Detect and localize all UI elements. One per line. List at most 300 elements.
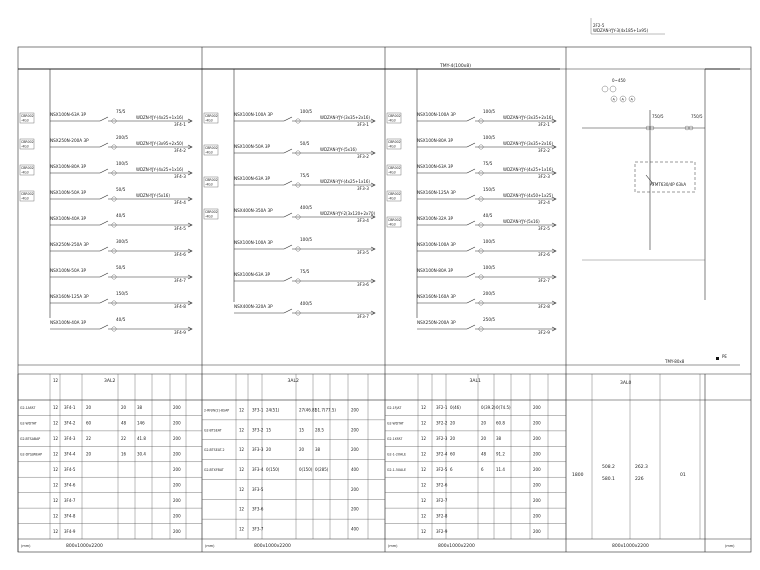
device-tag: -4G3 [388,222,396,227]
branch-circuit [387,135,556,153]
table-cell: 0(150) [266,467,280,472]
circuit-id: 3F3-2 [357,154,369,159]
table-cell: 200 [533,467,541,472]
table-cell: G2-1-5XALE [387,468,407,472]
table-cell: 3F2-2 [436,420,448,426]
branch-circuit [204,141,375,159]
pe-busbar-label: TMY-80x8 [665,359,685,364]
device-tag: CBR002 [388,166,401,170]
table-cell: 30.4 [137,451,146,457]
circuit-id: 3F4-4 [174,200,186,205]
table-cell: 3F3-4 [252,467,264,472]
table-cell: 48 [121,420,127,426]
table-cell: 22 [121,436,127,442]
table-cell: 38 [496,436,502,442]
table-cell: 28.5 [315,427,324,433]
circuit-id: 3F3-5 [357,250,369,255]
pe-mark: PE [722,354,727,359]
breaker-label: NSX100N-50A 3P [234,144,271,149]
breaker-label: NSX160N-160A 3P [417,294,456,299]
breaker-label: NSX250N-250A 3P [50,242,89,247]
table-cell: 12 [239,407,245,413]
table-cell: 3F3-2 [252,427,264,433]
breaker-label: NSX100N-63A 3P [50,112,87,117]
ct-right-label: 750/5 [691,114,703,119]
circuit-table [18,374,751,552]
circuit-id: 3F2-7 [538,278,550,283]
table-cell: 400 [351,467,359,472]
table-cell: 200 [173,528,181,534]
table-cell: 41.8 [137,436,146,442]
branch-circuit [20,109,192,127]
table-cell: 20 [450,436,456,442]
table-cell: 60 [450,451,456,457]
device-tag: -4G3 [388,144,396,149]
table-cell: 15 [299,427,305,433]
table-cell: 3F2-3 [436,436,448,442]
ct-ratio-label: 50/5 [116,187,126,192]
table-cell: 16 [121,451,127,457]
header-title-line3: WDZAN-YJY-3(4x185+1x95) [593,28,649,33]
branch-circuit [50,213,192,231]
table-cell: 20 [481,420,487,426]
ct-ratio-label: 50/5 [116,265,126,270]
cable-label: WDZAN-YJY-(3x35+2x16) [503,115,553,120]
table-cell: 60.8 [496,420,505,426]
table-cell: 12 [53,528,59,534]
table-cell: 12 [53,513,59,519]
breaker-label: NSX160N-125A 3P [417,190,456,195]
device-tag: -4G3 [21,118,29,123]
device-tag: CBR002 [205,178,218,182]
table-cell: 200 [351,486,359,492]
ct-ratio-label: 150/5 [116,291,129,296]
table-cell: 3F4-1 [64,405,76,411]
branch-circuit [387,109,556,127]
cable-label: WDZAN-YJY-(4x50+1x25) [503,193,553,198]
device-tag: CBR002 [388,140,401,144]
ct-ratio-label: 40/5 [116,213,126,218]
breaker-control-box [635,162,695,192]
table-cell: 0(39.2) [481,405,496,411]
panel-size: 800x1000x2200 [612,544,649,549]
ct-ratio-label: 75/5 [483,161,493,166]
table-cell: 91.2 [496,451,505,457]
table-cell: G2-BTSEAT-2 [204,448,225,453]
table-cell: 38 [137,405,143,411]
size-label: (mm) [725,544,735,548]
table-cell: G2-WDTAT [387,421,404,426]
table-cell: 200 [173,420,181,426]
breaker-label: NSX250N-200A 3P [50,138,89,143]
device-tag: CBR002 [21,140,34,144]
device-tag: CBR002 [205,210,218,214]
device-tag: CBR002 [388,218,401,222]
header-title-line2: 2F2-5 [593,23,605,28]
table-cell: 12 [421,482,427,488]
table-cell: 27(46.8) [299,407,317,413]
table-cell: 12 [53,497,59,503]
panel-count: 12 [53,378,59,383]
ct-ratio-label: 75/5 [300,269,310,274]
table-cell: 12 [421,420,427,426]
table-cell: 0(150) [299,467,313,472]
device-tag: CBR002 [205,114,218,118]
branch-circuit [417,239,556,257]
circuit-id: 3F2-6 [538,252,550,257]
table-cell: 12 [53,451,59,457]
table-cell: 0(285) [315,467,329,472]
table-cell: 3F3-5 [252,486,264,492]
incoming-value: 01 [680,473,686,478]
table-cell: 3F2-9 [436,528,448,534]
table-cell: 12 [53,436,59,442]
circuit-id: 3F4-2 [174,148,186,153]
ct-ratio-label: 400/5 [300,301,313,306]
ct-ratio-label: 100/5 [483,135,496,140]
breaker-label: NSX100N-100A 3P [417,112,456,117]
table-cell: G2-1AFAT [20,406,36,411]
circuit-id: 3F2-8 [538,304,550,309]
device-tag: CBR002 [388,114,401,118]
cable-label: WDZAN-YJY-(4x25+1x16) [320,179,370,184]
table-cell: 400 [351,526,359,532]
ct-ratio-label: 50/5 [300,141,310,146]
device-tag: -4G3 [21,196,29,201]
ct-ratio-label: 400/5 [300,205,313,210]
table-cell: 3F4-6 [64,482,76,488]
table-cell: G2-DYSJWEAP [20,452,43,457]
circuit-id: 3F4-5 [174,226,186,231]
breaker-label: NSX400N-320A 3P [234,304,273,309]
table-cell: 200 [533,497,541,503]
device-tag: CBR002 [21,192,34,196]
breaker-label: NSX100N-100A 3P [234,112,273,117]
circuit-id: 3F4-3 [174,174,186,179]
meter-range: 0~450 [612,78,626,83]
table-cell: 12 [421,467,427,472]
ct-ratio-label: 100/5 [483,109,496,114]
device-tag: -4G3 [205,118,213,123]
table-cell: 20 [299,447,305,453]
cable-label: WDZN-YJY-(3x95+2x50) [136,141,184,146]
device-tag: -4G3 [21,144,29,149]
table-cell: 200 [351,506,359,512]
table-cell: 48 [481,451,487,457]
table-cell: 6 [481,467,484,472]
breaker-label: NSX100N-80A 3P [417,268,454,273]
breaker-label: NSX100N-100A 3P [417,242,456,247]
table-cell: G2-BTSEAT [204,428,222,433]
ct-ratio-label: 40/5 [116,317,126,322]
table-cell: 3F4-2 [64,420,76,426]
table-cell: 12 [239,506,245,512]
table-cell: 146 [137,420,145,426]
device-tag: -4G3 [388,170,396,175]
table-cell: 12 [53,420,59,426]
table-cell: 3F2-8 [436,513,448,519]
table-cell: 12 [239,447,245,453]
breaker-label: NSX160N-125A 3P [50,294,89,299]
table-cell: 3F4-5 [64,467,76,472]
circuit-id: 3F4-7 [174,278,186,283]
table-cell: 200 [351,447,359,453]
branch-circuit [204,205,376,223]
pe-terminal-icon [716,357,719,360]
circuit-id: 3F4-6 [174,252,186,257]
table-cell: 12 [239,526,245,532]
table-cell: 12 [421,513,427,519]
branch-circuit [387,161,556,179]
branch-circuit [50,317,192,335]
meter-symbol: A [612,97,615,102]
table-cell: 0(46) [450,405,461,411]
meter-symbol: A [630,97,633,102]
table-cell: 3F4-4 [64,451,76,457]
table-cell: 200 [533,528,541,534]
table-cell: 3F3-6 [252,506,264,512]
branch-circuit [20,161,192,179]
device-tag: -4G3 [388,196,396,201]
circuit-id: 3F2-4 [538,200,550,205]
table-cell: 200 [533,405,541,411]
ct-left-label: 750/5 [652,114,664,119]
circuit-id: 3F3-4 [357,218,369,223]
table-cell: G2-1-2XALE [387,452,407,457]
circuit-id: 3F2-9 [538,330,550,335]
circuit-id: 3F3-7 [357,314,369,319]
panel-size: 800x1000x2200 [66,544,103,549]
table-cell: 200 [533,482,541,488]
table-cell: 12 [53,482,59,488]
breaker-label: NSX100N-50A 3P [50,268,87,273]
table-cell: 20 [121,405,127,411]
table-cell: 15 [266,427,272,433]
ct-ratio-label: 200/5 [116,135,129,140]
panel-size: 800x1000x2200 [254,544,291,549]
incoming-value: 508.2 [602,465,615,470]
circuit-id: 3F4-9 [174,330,186,335]
device-tag: CBR002 [21,166,34,170]
table-cell: 200 [173,451,181,457]
ct-ratio-label: 100/5 [300,109,313,114]
table-cell: 200 [351,427,359,433]
circuit-id: 3F2-2 [538,148,550,153]
table-cell: 51.7(77.5) [315,407,336,413]
table-cell: 12 [239,486,245,492]
size-label: (mm) [205,544,215,548]
cable-label: WDZAN-YJY-2(3x120+2x70) [320,211,376,216]
circuit-id: 3F2-3 [538,174,550,179]
table-cell: 0(74.5) [496,405,511,411]
ct-ratio-label: 75/5 [300,173,310,178]
table-cell: 12 [239,427,245,433]
panel-name: 3AL2 [104,379,116,384]
branch-circuit [20,135,192,153]
ct-ratio-label: 300/5 [116,239,129,244]
table-cell: 200 [533,436,541,442]
table-cell: 200 [173,482,181,488]
incoming-value: 580.1 [602,477,615,482]
breaker-label: NSX100N-63A 3P [234,272,271,277]
panel-size: 800x1000x2200 [438,544,475,549]
table-cell: 200 [173,497,181,503]
table-cell: 20 [86,405,92,411]
incoming-value: 226 [635,477,644,482]
panel-name: 3AL2 [287,379,299,384]
table-cell: 3F3-1 [252,407,264,413]
table-cell: 3F4-9 [64,528,76,534]
breaker-label: NSX400N-350A 3P [234,208,273,213]
table-cell: 3F4-7 [64,497,76,503]
breaker-label: NSX250N-200A 3P [417,320,456,325]
ct-ratio-label: 40/5 [483,213,493,218]
breaker-label: NSX100N-63A 3P [417,164,454,169]
branch-circuit [234,237,375,255]
incoming-value: 262.3 [635,465,648,470]
table-cell: 200 [533,420,541,426]
device-tag: -4G3 [205,182,213,187]
breaker-label: NSX100N-40A 3P [50,320,87,325]
breaker-label: NSX100N-63A 3P [234,176,271,181]
incoming-value: 1800 [572,473,584,478]
table-cell: 3F3-7 [252,526,264,532]
ct-ratio-label: 100/5 [483,265,496,270]
table-cell: 200 [173,513,181,519]
ct-ratio-label: 100/5 [300,237,313,242]
breaker-label: NSX100N-80A 3P [50,164,87,169]
table-cell: G2-1FJAT [387,406,402,411]
branch-circuit [234,301,375,319]
table-cell: 12 [421,436,427,442]
table-cell: 24(51) [266,407,280,413]
table-cell: 200 [173,436,181,442]
ct-ratio-label: 250/5 [483,317,496,322]
table-cell: G2-WDTAT [20,421,37,426]
table-cell: 20 [86,451,92,457]
branch-circuit [417,291,556,309]
table-cell: 3F3-3 [252,447,264,453]
table-cell: 20 [481,436,487,442]
device-tag: CBR002 [205,146,218,150]
ct-ratio-label: 75/5 [116,109,126,114]
table-cell: 12 [421,405,427,411]
ct-ratio-label: 100/5 [483,239,496,244]
branch-circuit [204,173,375,191]
breaker-label: NSX100N-80A 3P [417,138,454,143]
branch-circuit [417,317,556,335]
branch-circuit [204,109,375,127]
cable-label: WDZAN-YJY-(3x35+2x16) [503,141,553,146]
cable-label: WDZN-YJY-(4x25+1x16) [136,167,184,172]
table-cell: 3F2-6 [436,482,448,488]
table-cell: 38 [315,447,321,453]
table-cell: 3F2-5 [436,467,448,472]
branch-circuit [50,239,192,257]
circuit-id: 3F4-8 [174,304,186,309]
table-cell: 20 [450,420,456,426]
table-cell: 11.4 [496,467,505,472]
device-tag: -4G3 [21,170,29,175]
meter-symbol: A [621,97,624,102]
incoming-breaker: ATMT630/4P 63kA [650,182,687,187]
cable-label: WDZAN-YJY-(3x35+2x16) [320,115,370,120]
size-label: (mm) [21,544,31,548]
table-cell: 200 [173,467,181,472]
size-label: (mm) [388,544,398,548]
table-cell: 12 [421,451,427,457]
table-cell: 60 [86,420,92,426]
table-cell: 12 [421,497,427,503]
cable-label: WDZN-YJY-(4x25+1x16) [136,115,184,120]
table-cell: 20 [266,447,272,453]
table-cell: 22 [86,436,92,442]
table-cell: 2-RFJW(2)-8SAP [204,408,230,413]
table-cell: 3F2-1 [436,405,448,411]
table-cell: 200 [533,513,541,519]
table-cell: 200 [351,407,359,413]
incoming-section [582,69,705,300]
cable-label: WDZAN-YJY-(5x16) [320,147,357,152]
table-cell: 200 [533,451,541,457]
table-cell: 3F4-8 [64,513,76,519]
panel-name: 3AL0 [620,381,632,386]
branch-circuit [20,187,192,205]
device-tag: CBR002 [21,114,34,118]
ct-ratio-label: 150/5 [483,187,496,192]
cable-label: WDZN-YJY-(5x16) [136,193,170,198]
cable-label: WDZAN-YJY-(4x25+1x16) [503,167,553,172]
device-tag: CBR002 [388,192,401,196]
table-cell: G2-BTSABAP [20,437,41,442]
table-cell: G2-BTXFBAT [204,468,224,472]
device-tag: -4G3 [205,214,213,219]
circuit-id: 3F3-3 [357,186,369,191]
table-cell: 12 [53,405,59,411]
device-tag: -4G3 [205,150,213,155]
branch-circuit [50,265,192,283]
circuit-id: 3F2-1 [538,122,550,127]
branch-circuit [387,187,556,205]
table-cell: 12 [421,528,427,534]
busbar-label: TMY-4(100x8) [440,64,471,69]
circuit-id: 3F2-5 [538,226,550,231]
circuit-id: 3F3-6 [357,282,369,287]
panel-name: 3AL1 [469,379,481,384]
table-cell: 6 [450,467,453,472]
table-cell: 12 [239,467,245,472]
branch-circuit [234,269,375,287]
cable-label: WDZAN-YJY-(5x16) [503,219,540,224]
table-cell: 12 [53,467,59,472]
ct-ratio-label: 100/5 [116,161,129,166]
circuit-id: 3F4-1 [174,122,186,127]
branch-circuit [387,213,556,231]
breaker-label: NSX100N-40A 3P [50,216,87,221]
breaker-label: NSX100N-32A 3P [417,216,454,221]
branch-circuit [50,291,192,309]
breaker-label: NSX100N-100A 3P [234,240,273,245]
circuit-id: 3F3-1 [357,122,369,127]
table-cell: 3F2-4 [436,451,448,457]
table-cell: 200 [173,405,181,411]
device-tag: -4G3 [388,118,396,123]
breaker-label: NSX100N-50A 3P [50,190,87,195]
branch-circuit [417,265,556,283]
table-cell: 3F4-3 [64,436,76,442]
table-cell: G2-1XFAT [387,437,403,442]
table-cell: 3F2-7 [436,497,448,503]
